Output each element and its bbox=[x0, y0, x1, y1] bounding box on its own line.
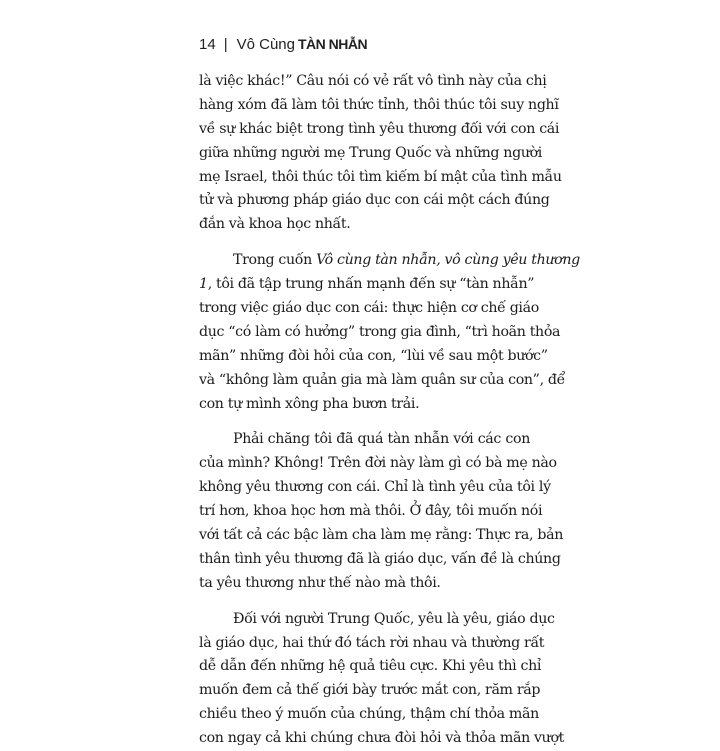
header-separator: | bbox=[223, 36, 228, 53]
text-line: ta yêu thương như thế nào mà thôi. bbox=[199, 574, 441, 591]
paragraph-4 bbox=[199, 608, 565, 751]
text-line: hàng xóm đã làm tôi thức tỉnh, thôi thúc tôi suy nghĩ bbox=[199, 96, 559, 113]
text-line: của mình? Không! Trên đời này làm gì có bà mẹ nào bbox=[199, 455, 557, 472]
text-line: trí hơn, khoa học hơn mà thôi. Ở đây, tôi muốn nói bbox=[199, 503, 543, 520]
text-line: Đối với người Trung Quốc, yêu là yêu, giáo dục bbox=[233, 610, 555, 627]
paragraph-2 bbox=[199, 249, 580, 416]
text-line: thân tình yêu thương đã là giáo dục, vấn đề là chúng bbox=[199, 550, 561, 567]
text-line: Phải chăng tôi đã quá tàn nhẫn với các con bbox=[233, 431, 530, 448]
text-line: dễ dẫn đến những hệ quả tiêu cực. Khi yêu thì chỉ bbox=[199, 658, 542, 675]
text-line bbox=[199, 249, 580, 273]
text-line: dục “có làm có hưởng” trong gia đình, “trì hoãn thỏa bbox=[199, 323, 561, 340]
text-line: con tự mình xông pha bươn trải. bbox=[199, 395, 420, 412]
text-line: muốn đem cả thế giới bày trước mắt con, răm rắp bbox=[199, 682, 541, 699]
text-line: trong việc giáo dục con cái: thực hiện cơ chế giáo bbox=[199, 300, 539, 317]
text-line: là giáo dục, hai thứ đó tách rời nhau và thường rất bbox=[199, 634, 545, 651]
text-line: và “không làm quản gia mà làm quân sư của con”, để bbox=[199, 371, 566, 388]
text-run: Trong cuốn bbox=[233, 252, 317, 269]
book-title-plain: Vô Cùng bbox=[236, 36, 295, 53]
text-line: với tất cả các bậc làm cha làm mẹ rằng: Thực ra, bản bbox=[199, 527, 563, 544]
text-line: mãn” những đòi hỏi của con, “lùi về sau một bước” bbox=[199, 347, 548, 364]
text-line: chiều theo ý muốn của chúng, thậm chí thỏa mãn bbox=[199, 706, 539, 723]
text-line bbox=[199, 273, 535, 297]
book-title-bold: TÀN NHẪN bbox=[297, 36, 368, 52]
text-line: không yêu thương con cái. Chỉ là tình yêu của tôi lý bbox=[199, 479, 551, 496]
text-line: là việc khác!” Câu nói có vẻ rất vô tình này của chị bbox=[199, 73, 547, 89]
text-line: giữa những người mẹ Trung Quốc và những người bbox=[199, 144, 542, 161]
text-run: , tôi đã tập trung nhấn mạnh đến sự “tàn nhẫn” bbox=[207, 276, 535, 293]
paragraph-1 bbox=[199, 70, 562, 237]
text-line: mẹ Israel, thôi thúc tôi tìm kiếm bí mật của tình mẫu bbox=[199, 168, 562, 185]
book-title-italic: Vô cùng tàn nhẫn, vô cùng yêu thương bbox=[316, 252, 580, 269]
text-line: về sự khác biệt trong tình yêu thương đối với con cái bbox=[199, 120, 560, 137]
running-header bbox=[199, 36, 367, 53]
book-volume-italic: 1 bbox=[199, 276, 208, 293]
paragraph-3 bbox=[199, 428, 563, 595]
text-line: đắn và khoa học nhất. bbox=[199, 216, 351, 233]
body-text bbox=[199, 70, 580, 751]
text-line: tử và phương pháp giáo dục con cái một cách đúng bbox=[199, 192, 550, 209]
text-line: con ngay cả khi chúng chưa đòi hỏi và thỏa mãn vượt bbox=[199, 730, 565, 747]
page-number: 14 bbox=[199, 36, 216, 53]
